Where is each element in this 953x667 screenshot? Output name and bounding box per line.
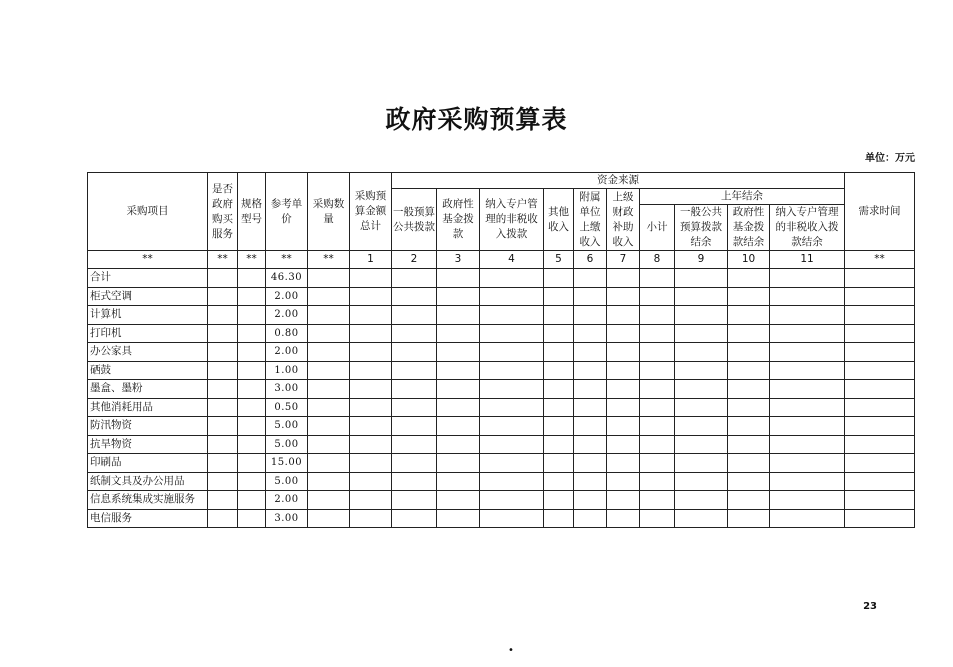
item-name: 纸制文具及办公用品 — [88, 472, 208, 491]
empty-cell — [350, 343, 392, 362]
item-name: 墨盒、墨粉 — [88, 380, 208, 399]
header-qty: 采购数量 — [308, 173, 350, 251]
empty-cell — [607, 380, 640, 399]
header-prior-gov: 政府性基金拨款结余 — [728, 205, 770, 251]
empty-cell — [480, 509, 544, 528]
empty-cell — [640, 472, 675, 491]
table-row — [88, 491, 915, 510]
item-name: 电信服务 — [88, 509, 208, 528]
empty-cell — [480, 491, 544, 510]
item-name: 计算机 — [88, 306, 208, 325]
empty-cell — [845, 398, 915, 417]
empty-cell — [480, 435, 544, 454]
empty-cell — [675, 398, 728, 417]
empty-cell — [728, 361, 770, 380]
item-name: 其他消耗用品 — [88, 398, 208, 417]
index-cell: 2 — [392, 251, 437, 269]
empty-cell — [350, 454, 392, 473]
empty-cell — [350, 306, 392, 325]
index-cell: ** — [88, 251, 208, 269]
empty-cell — [770, 454, 845, 473]
empty-cell — [480, 472, 544, 491]
empty-cell — [308, 269, 350, 288]
empty-cell — [208, 491, 238, 510]
empty-cell — [640, 287, 675, 306]
empty-cell — [392, 380, 437, 399]
empty-cell — [544, 361, 574, 380]
empty-cell — [308, 306, 350, 325]
empty-cell — [607, 269, 640, 288]
empty-cell — [544, 398, 574, 417]
empty-cell — [607, 472, 640, 491]
empty-cell — [392, 306, 437, 325]
empty-cell — [728, 380, 770, 399]
item-price: 5.00 — [266, 435, 308, 454]
index-cell: 8 — [640, 251, 675, 269]
empty-cell — [574, 509, 607, 528]
empty-cell — [238, 324, 266, 343]
empty-cell — [845, 287, 915, 306]
header-demand-time: 需求时间 — [845, 173, 915, 251]
item-name: 抗旱物资 — [88, 435, 208, 454]
empty-cell — [308, 324, 350, 343]
empty-cell — [437, 417, 480, 436]
empty-cell — [480, 269, 544, 288]
empty-cell — [208, 435, 238, 454]
empty-cell — [437, 472, 480, 491]
item-price: 0.80 — [266, 324, 308, 343]
empty-cell — [238, 417, 266, 436]
empty-cell — [238, 509, 266, 528]
empty-cell — [480, 454, 544, 473]
empty-cell — [640, 343, 675, 362]
empty-cell — [480, 306, 544, 325]
index-cell: 5 — [544, 251, 574, 269]
empty-cell — [728, 472, 770, 491]
item-name: 柜式空调 — [88, 287, 208, 306]
empty-cell — [392, 361, 437, 380]
empty-cell — [607, 398, 640, 417]
empty-cell — [308, 454, 350, 473]
empty-cell — [238, 491, 266, 510]
empty-cell — [544, 343, 574, 362]
table-row — [88, 306, 915, 325]
empty-cell — [574, 306, 607, 325]
empty-cell — [350, 472, 392, 491]
index-cell: 9 — [675, 251, 728, 269]
empty-cell — [607, 343, 640, 362]
item-price: 5.00 — [266, 472, 308, 491]
empty-cell — [392, 324, 437, 343]
empty-cell — [238, 472, 266, 491]
index-cell: ** — [845, 251, 915, 269]
empty-cell — [544, 491, 574, 510]
empty-cell — [350, 435, 392, 454]
header-total: 采购预算金额总计 — [350, 173, 392, 251]
empty-cell — [845, 435, 915, 454]
header-item: 采购项目 — [88, 173, 208, 251]
empty-cell — [238, 435, 266, 454]
table-row — [88, 417, 915, 436]
item-price: 2.00 — [266, 491, 308, 510]
empty-cell — [845, 361, 915, 380]
header-prior-special: 纳入专户管理的非税收入拨款结余 — [770, 205, 845, 251]
empty-cell — [238, 454, 266, 473]
empty-cell — [607, 454, 640, 473]
empty-cell — [574, 343, 607, 362]
empty-cell — [238, 269, 266, 288]
index-cell: ** — [238, 251, 266, 269]
empty-cell — [574, 435, 607, 454]
empty-cell — [675, 472, 728, 491]
empty-cell — [675, 417, 728, 436]
empty-cell — [845, 269, 915, 288]
empty-cell — [392, 472, 437, 491]
table-row — [88, 269, 915, 288]
empty-cell — [308, 380, 350, 399]
index-cell: 6 — [574, 251, 607, 269]
empty-cell — [238, 306, 266, 325]
empty-cell — [770, 509, 845, 528]
empty-cell — [640, 491, 675, 510]
empty-cell — [350, 417, 392, 436]
empty-cell — [238, 398, 266, 417]
empty-cell — [728, 324, 770, 343]
item-price: 46.30 — [266, 269, 308, 288]
empty-cell — [640, 454, 675, 473]
empty-cell — [607, 324, 640, 343]
empty-cell — [574, 380, 607, 399]
empty-cell — [728, 435, 770, 454]
empty-cell — [607, 361, 640, 380]
empty-cell — [392, 417, 437, 436]
header-price: 参考单价 — [266, 173, 308, 251]
empty-cell — [350, 324, 392, 343]
empty-cell — [574, 472, 607, 491]
empty-cell — [208, 417, 238, 436]
empty-cell — [308, 472, 350, 491]
empty-cell — [770, 361, 845, 380]
empty-cell — [308, 509, 350, 528]
header-gov-fund: 政府性基金拨款 — [437, 189, 480, 251]
empty-cell — [728, 343, 770, 362]
empty-cell — [574, 398, 607, 417]
empty-cell — [544, 269, 574, 288]
empty-cell — [675, 435, 728, 454]
empty-cell — [437, 324, 480, 343]
empty-cell — [574, 361, 607, 380]
empty-cell — [607, 287, 640, 306]
empty-cell — [640, 417, 675, 436]
empty-cell — [392, 287, 437, 306]
empty-cell — [437, 306, 480, 325]
empty-cell — [675, 491, 728, 510]
empty-cell — [480, 417, 544, 436]
empty-cell — [350, 380, 392, 399]
item-price: 15.00 — [266, 454, 308, 473]
empty-cell — [437, 287, 480, 306]
index-cell: 1 — [350, 251, 392, 269]
empty-cell — [728, 287, 770, 306]
index-cell: ** — [266, 251, 308, 269]
empty-cell — [437, 491, 480, 510]
empty-cell — [607, 435, 640, 454]
empty-cell — [437, 398, 480, 417]
empty-cell — [640, 509, 675, 528]
header-row-1 — [88, 173, 915, 189]
empty-cell — [208, 269, 238, 288]
empty-cell — [208, 454, 238, 473]
empty-cell — [675, 287, 728, 306]
header-funding: 资金来源 — [392, 173, 845, 189]
empty-cell — [770, 306, 845, 325]
index-cell: ** — [208, 251, 238, 269]
empty-cell — [392, 454, 437, 473]
item-name: 印刷品 — [88, 454, 208, 473]
empty-cell — [208, 380, 238, 399]
empty-cell — [392, 269, 437, 288]
empty-cell — [392, 491, 437, 510]
empty-cell — [480, 361, 544, 380]
empty-cell — [675, 380, 728, 399]
empty-cell — [308, 343, 350, 362]
empty-cell — [728, 509, 770, 528]
empty-cell — [544, 380, 574, 399]
empty-cell — [675, 324, 728, 343]
header-other: 其他收入 — [544, 189, 574, 251]
empty-cell — [574, 491, 607, 510]
empty-cell — [574, 287, 607, 306]
footer-mark: • — [508, 645, 514, 656]
empty-cell — [728, 269, 770, 288]
empty-cell — [350, 398, 392, 417]
empty-cell — [208, 343, 238, 362]
page-title: 政府采购预算表 — [385, 105, 568, 134]
header-prior: 上年结余 — [640, 189, 845, 205]
index-cell: ** — [308, 251, 350, 269]
empty-cell — [437, 509, 480, 528]
index-cell: 4 — [480, 251, 544, 269]
empty-cell — [728, 306, 770, 325]
empty-cell — [238, 361, 266, 380]
empty-cell — [392, 509, 437, 528]
header-special: 纳入专户管理的非税收入拨款 — [480, 189, 544, 251]
empty-cell — [544, 324, 574, 343]
empty-cell — [350, 269, 392, 288]
header-is-gov: 是否政府购买服务 — [208, 173, 238, 251]
empty-cell — [770, 491, 845, 510]
empty-cell — [544, 509, 574, 528]
empty-cell — [845, 343, 915, 362]
empty-cell — [675, 509, 728, 528]
empty-cell — [437, 361, 480, 380]
table-row — [88, 472, 915, 491]
empty-cell — [640, 380, 675, 399]
empty-cell — [208, 361, 238, 380]
empty-cell — [308, 417, 350, 436]
item-price: 3.00 — [266, 380, 308, 399]
table-row — [88, 398, 915, 417]
empty-cell — [544, 287, 574, 306]
empty-cell — [308, 398, 350, 417]
table-row — [88, 380, 915, 399]
header-subtotal: 小计 — [640, 205, 675, 251]
item-price: 5.00 — [266, 417, 308, 436]
empty-cell — [607, 306, 640, 325]
empty-cell — [675, 343, 728, 362]
empty-cell — [640, 435, 675, 454]
empty-cell — [728, 417, 770, 436]
empty-cell — [607, 417, 640, 436]
empty-cell — [350, 287, 392, 306]
empty-cell — [208, 306, 238, 325]
item-price: 2.00 — [266, 343, 308, 362]
empty-cell — [392, 398, 437, 417]
index-cell: 7 — [607, 251, 640, 269]
empty-cell — [208, 398, 238, 417]
empty-cell — [770, 287, 845, 306]
empty-cell — [308, 491, 350, 510]
empty-cell — [544, 306, 574, 325]
empty-cell — [640, 398, 675, 417]
empty-cell — [845, 324, 915, 343]
index-cell: 3 — [437, 251, 480, 269]
empty-cell — [437, 343, 480, 362]
table-row — [88, 287, 915, 306]
empty-cell — [208, 509, 238, 528]
empty-cell — [392, 435, 437, 454]
empty-cell — [845, 380, 915, 399]
header-superior: 上级财政补助收入 — [607, 189, 640, 251]
empty-cell — [308, 435, 350, 454]
header-prior-general: 一般公共预算拨款结余 — [675, 205, 728, 251]
empty-cell — [770, 343, 845, 362]
empty-cell — [308, 361, 350, 380]
empty-cell — [350, 491, 392, 510]
empty-cell — [728, 491, 770, 510]
empty-cell — [640, 361, 675, 380]
empty-cell — [770, 324, 845, 343]
item-name: 防汛物资 — [88, 417, 208, 436]
index-cell: 11 — [770, 251, 845, 269]
header-general: 一般预算公共拨款 — [392, 189, 437, 251]
empty-cell — [392, 343, 437, 362]
empty-cell — [574, 324, 607, 343]
empty-cell — [770, 398, 845, 417]
page-number: 23 — [863, 601, 877, 612]
empty-cell — [770, 417, 845, 436]
empty-cell — [574, 269, 607, 288]
empty-cell — [544, 472, 574, 491]
empty-cell — [675, 454, 728, 473]
empty-cell — [675, 269, 728, 288]
empty-cell — [728, 398, 770, 417]
empty-cell — [845, 509, 915, 528]
item-name: 打印机 — [88, 324, 208, 343]
empty-cell — [480, 398, 544, 417]
empty-cell — [350, 509, 392, 528]
empty-cell — [437, 269, 480, 288]
index-row — [88, 251, 915, 269]
item-price: 2.00 — [266, 306, 308, 325]
header-affiliated: 附属单位上缴收入 — [574, 189, 607, 251]
empty-cell — [845, 306, 915, 325]
empty-cell — [437, 454, 480, 473]
empty-cell — [607, 509, 640, 528]
header-spec: 规格型号 — [238, 173, 266, 251]
item-name: 办公家具 — [88, 343, 208, 362]
empty-cell — [480, 287, 544, 306]
table-row — [88, 343, 915, 362]
empty-cell — [480, 324, 544, 343]
empty-cell — [845, 491, 915, 510]
empty-cell — [845, 417, 915, 436]
empty-cell — [437, 380, 480, 399]
empty-cell — [640, 324, 675, 343]
table-row — [88, 509, 915, 528]
empty-cell — [770, 269, 845, 288]
empty-cell — [544, 435, 574, 454]
empty-cell — [544, 417, 574, 436]
empty-cell — [238, 380, 266, 399]
empty-cell — [675, 361, 728, 380]
unit-label: 单位：万元 — [865, 153, 915, 164]
item-name: 硒鼓 — [88, 361, 208, 380]
empty-cell — [845, 472, 915, 491]
empty-cell — [770, 472, 845, 491]
empty-cell — [437, 435, 480, 454]
empty-cell — [544, 454, 574, 473]
empty-cell — [480, 343, 544, 362]
table-row — [88, 454, 915, 473]
empty-cell — [350, 361, 392, 380]
item-price: 1.00 — [266, 361, 308, 380]
table-row — [88, 435, 915, 454]
empty-cell — [208, 324, 238, 343]
table-row — [88, 324, 915, 343]
empty-cell — [675, 306, 728, 325]
empty-cell — [770, 380, 845, 399]
empty-cell — [238, 343, 266, 362]
budget-table — [87, 172, 915, 528]
empty-cell — [574, 417, 607, 436]
empty-cell — [770, 435, 845, 454]
table-row — [88, 361, 915, 380]
item-name: 信息系统集成实施服务 — [88, 491, 208, 510]
empty-cell — [640, 269, 675, 288]
item-name: 合计 — [88, 269, 208, 288]
item-price: 0.50 — [266, 398, 308, 417]
empty-cell — [208, 472, 238, 491]
empty-cell — [480, 380, 544, 399]
empty-cell — [308, 287, 350, 306]
item-price: 3.00 — [266, 509, 308, 528]
empty-cell — [574, 454, 607, 473]
empty-cell — [607, 491, 640, 510]
empty-cell — [728, 454, 770, 473]
item-price: 2.00 — [266, 287, 308, 306]
empty-cell — [640, 306, 675, 325]
empty-cell — [208, 287, 238, 306]
index-cell: 10 — [728, 251, 770, 269]
empty-cell — [238, 287, 266, 306]
empty-cell — [845, 454, 915, 473]
